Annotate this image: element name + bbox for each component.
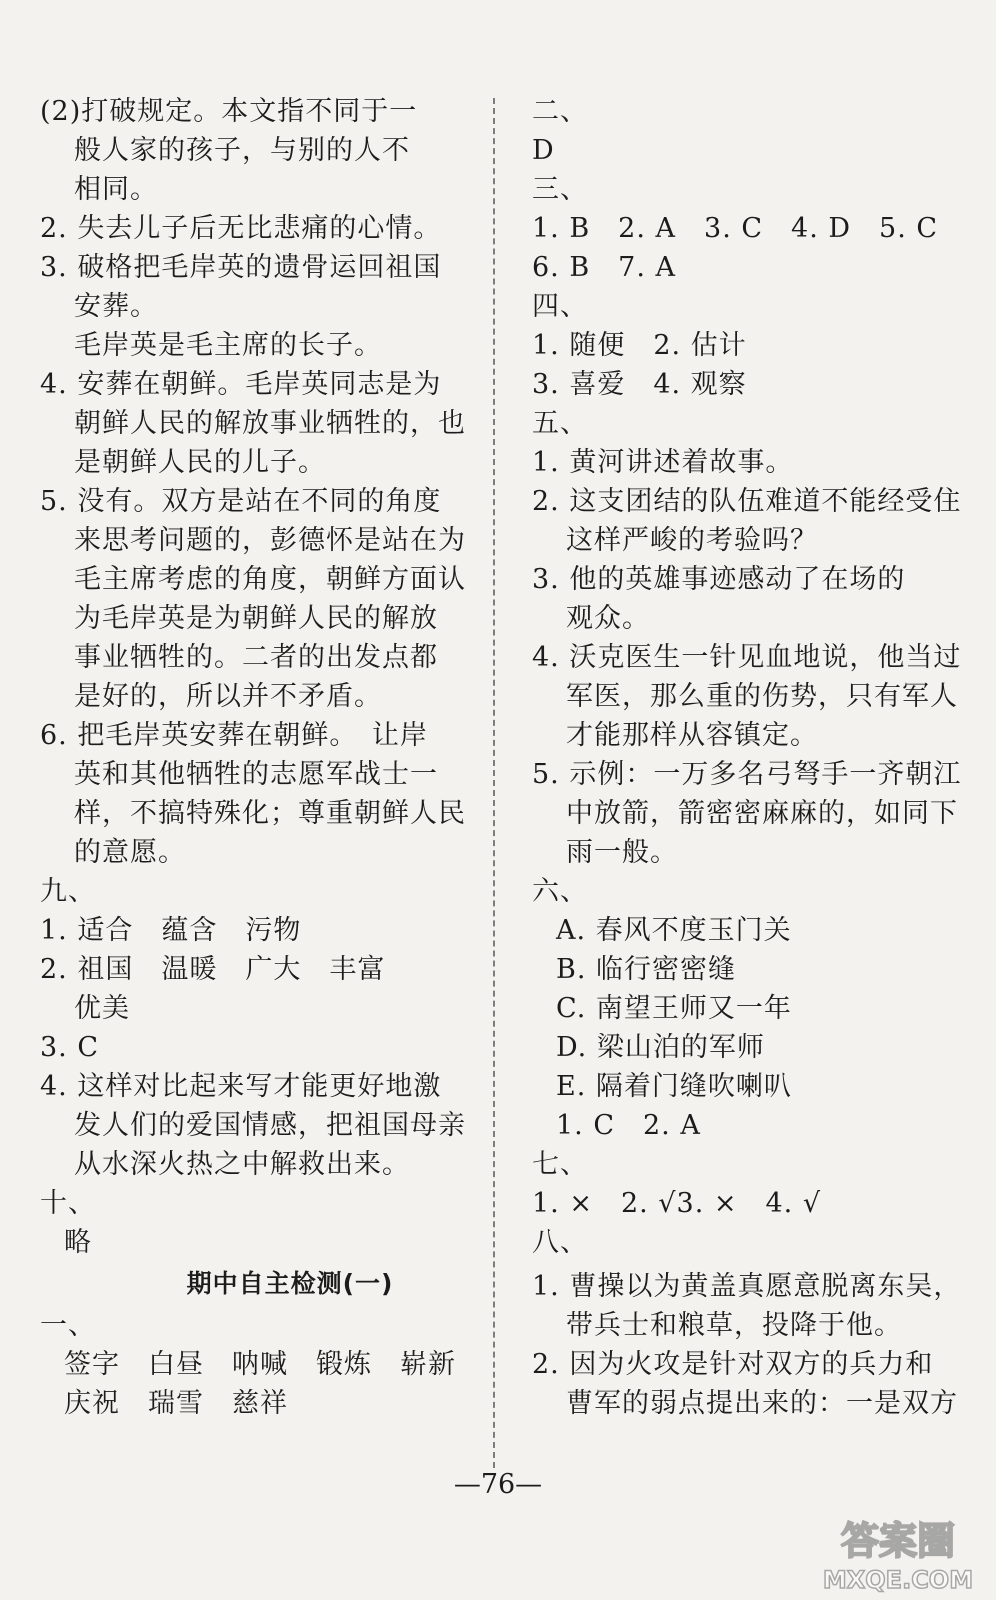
text-line: 才能那样从容镇定。 [566, 720, 818, 751]
text-line: 的意愿。 [74, 837, 186, 868]
watermark-logo-graphic [808, 1506, 988, 1596]
text-line: 安葬。 [74, 291, 158, 322]
section-heading: 三、 [532, 174, 588, 205]
text-line: 朝鲜人民的解放事业牺牲的，也 [74, 408, 466, 439]
text-line: D [532, 135, 555, 166]
section-heading: 五、 [532, 408, 588, 439]
text-line: (2)打破规定。本文指不同于一 [40, 96, 418, 127]
text-line: 3. 喜爱 4. 观察 [532, 369, 747, 400]
text-line: 略 [64, 1227, 92, 1258]
column-divider [493, 98, 495, 1468]
watermark-logo [808, 1506, 988, 1596]
text-line: 2. 失去儿子后无比悲痛的心情。 [40, 213, 442, 244]
text-line: 4. 沃克医生一针见血地说，他当过 [532, 642, 962, 673]
text-line: 2. 因为火攻是针对双方的兵力和 [532, 1349, 934, 1380]
section-heading: 八、 [532, 1227, 588, 1258]
text-line: 从水深火热之中解救出来。 [74, 1149, 410, 1180]
text-line: 相同。 [74, 174, 158, 205]
text-line: 为毛岸英是为朝鲜人民的解放 [74, 603, 438, 634]
text-line: 1. 曹操以为黄盖真愿意脱离东吴， [532, 1271, 962, 1302]
text-line: 1. 随便 2. 估计 [532, 330, 747, 361]
text-line: 军医，那么重的伤势，只有军人 [566, 681, 958, 712]
text-line: 庆祝 瑞雪 慈祥 [64, 1388, 288, 1419]
text-line: 2. 祖国 温暖 广大 丰富 [40, 954, 386, 985]
text-line: 般人家的孩子，与别的人不 [74, 135, 410, 166]
text-line: 事业牺牲的。二者的出发点都 [74, 642, 438, 673]
text-line: 6. B 7. A [532, 252, 677, 283]
page-number: —76— [453, 1469, 543, 1500]
text-line: 签字 白昼 呐喊 锻炼 崭新 [64, 1349, 456, 1380]
text-line: 1. C 2. A [556, 1110, 701, 1141]
text-line: 来思考问题的，彭德怀是站在为 [74, 525, 466, 556]
text-line: 是好的，所以并不矛盾。 [74, 681, 382, 712]
text-line: 毛岸英是毛主席的长子。 [74, 330, 382, 361]
text-line: B. 临行密密缝 [556, 954, 737, 985]
text-line: 6. 把毛岸英安葬在朝鲜。 让岸 [40, 720, 428, 751]
text-line: E. 隔着门缝吹喇叭 [556, 1071, 792, 1102]
text-line: 发人们的爱国情感，把祖国母亲 [74, 1110, 466, 1141]
text-line: 1. 黄河讲述着故事。 [532, 447, 794, 478]
text-line: 雨一般。 [566, 837, 678, 868]
text-line: 4. 这样对比起来写才能更好地激 [40, 1071, 442, 1102]
text-line: 英和其他牺牲的志愿军战士一 [74, 759, 438, 790]
text-line: 4. 安葬在朝鲜。毛岸英同志是为 [40, 369, 442, 400]
text-line: 3. C [40, 1032, 100, 1063]
text-line: 3. 破格把毛岸英的遗骨运回祖国 [40, 252, 442, 283]
text-line: 这样严峻的考验吗？ [566, 525, 818, 556]
section-heading: 九、 [40, 876, 96, 907]
text-line: A. 春风不度玉门关 [556, 915, 792, 946]
text-line: 5. 示例：一万多名弓弩手一齐朝江 [532, 759, 962, 790]
text-line: 优美 [74, 993, 130, 1024]
text-line: 带兵士和粮草，投降于他。 [566, 1310, 902, 1341]
section-title: 期中自主检测(一) [186, 1269, 394, 1298]
section-heading: 二、 [532, 96, 588, 127]
text-line: 毛主席考虑的角度，朝鲜方面认 [74, 564, 466, 595]
text-line: 5. 没有。双方是站在不同的角度 [40, 486, 442, 517]
watermark-text: 答案圈 [840, 1519, 956, 1563]
text-line: 1. 适合 蕴含 污物 [40, 915, 302, 946]
section-heading: 六、 [532, 876, 588, 907]
section-heading: 一、 [40, 1310, 96, 1341]
text-line: 1. × 2. √3. × 4. √ [532, 1188, 822, 1219]
text-line: 样，不搞特殊化；尊重朝鲜人民 [74, 798, 466, 829]
text-line: 曹军的弱点提出来的：一是双方 [566, 1388, 958, 1419]
section-heading: 七、 [532, 1149, 588, 1180]
text-line: 3. 他的英雄事迹感动了在场的 [532, 564, 906, 595]
watermark-url: MXQE.COM [822, 1566, 974, 1594]
text-line: D. 梁山泊的军师 [556, 1032, 765, 1063]
text-line: 1. B 2. A 3. C 4. D 5. C [532, 213, 939, 244]
section-heading: 四、 [532, 291, 588, 322]
text-line: 2. 这支团结的队伍难道不能经受住 [532, 486, 962, 517]
text-line: 是朝鲜人民的儿子。 [74, 447, 326, 478]
text-line: 观众。 [566, 603, 650, 634]
section-heading: 十、 [40, 1188, 96, 1219]
text-line: 中放箭，箭密密麻麻的，如同下 [566, 798, 958, 829]
text-line: C. 南望王师又一年 [556, 993, 792, 1024]
